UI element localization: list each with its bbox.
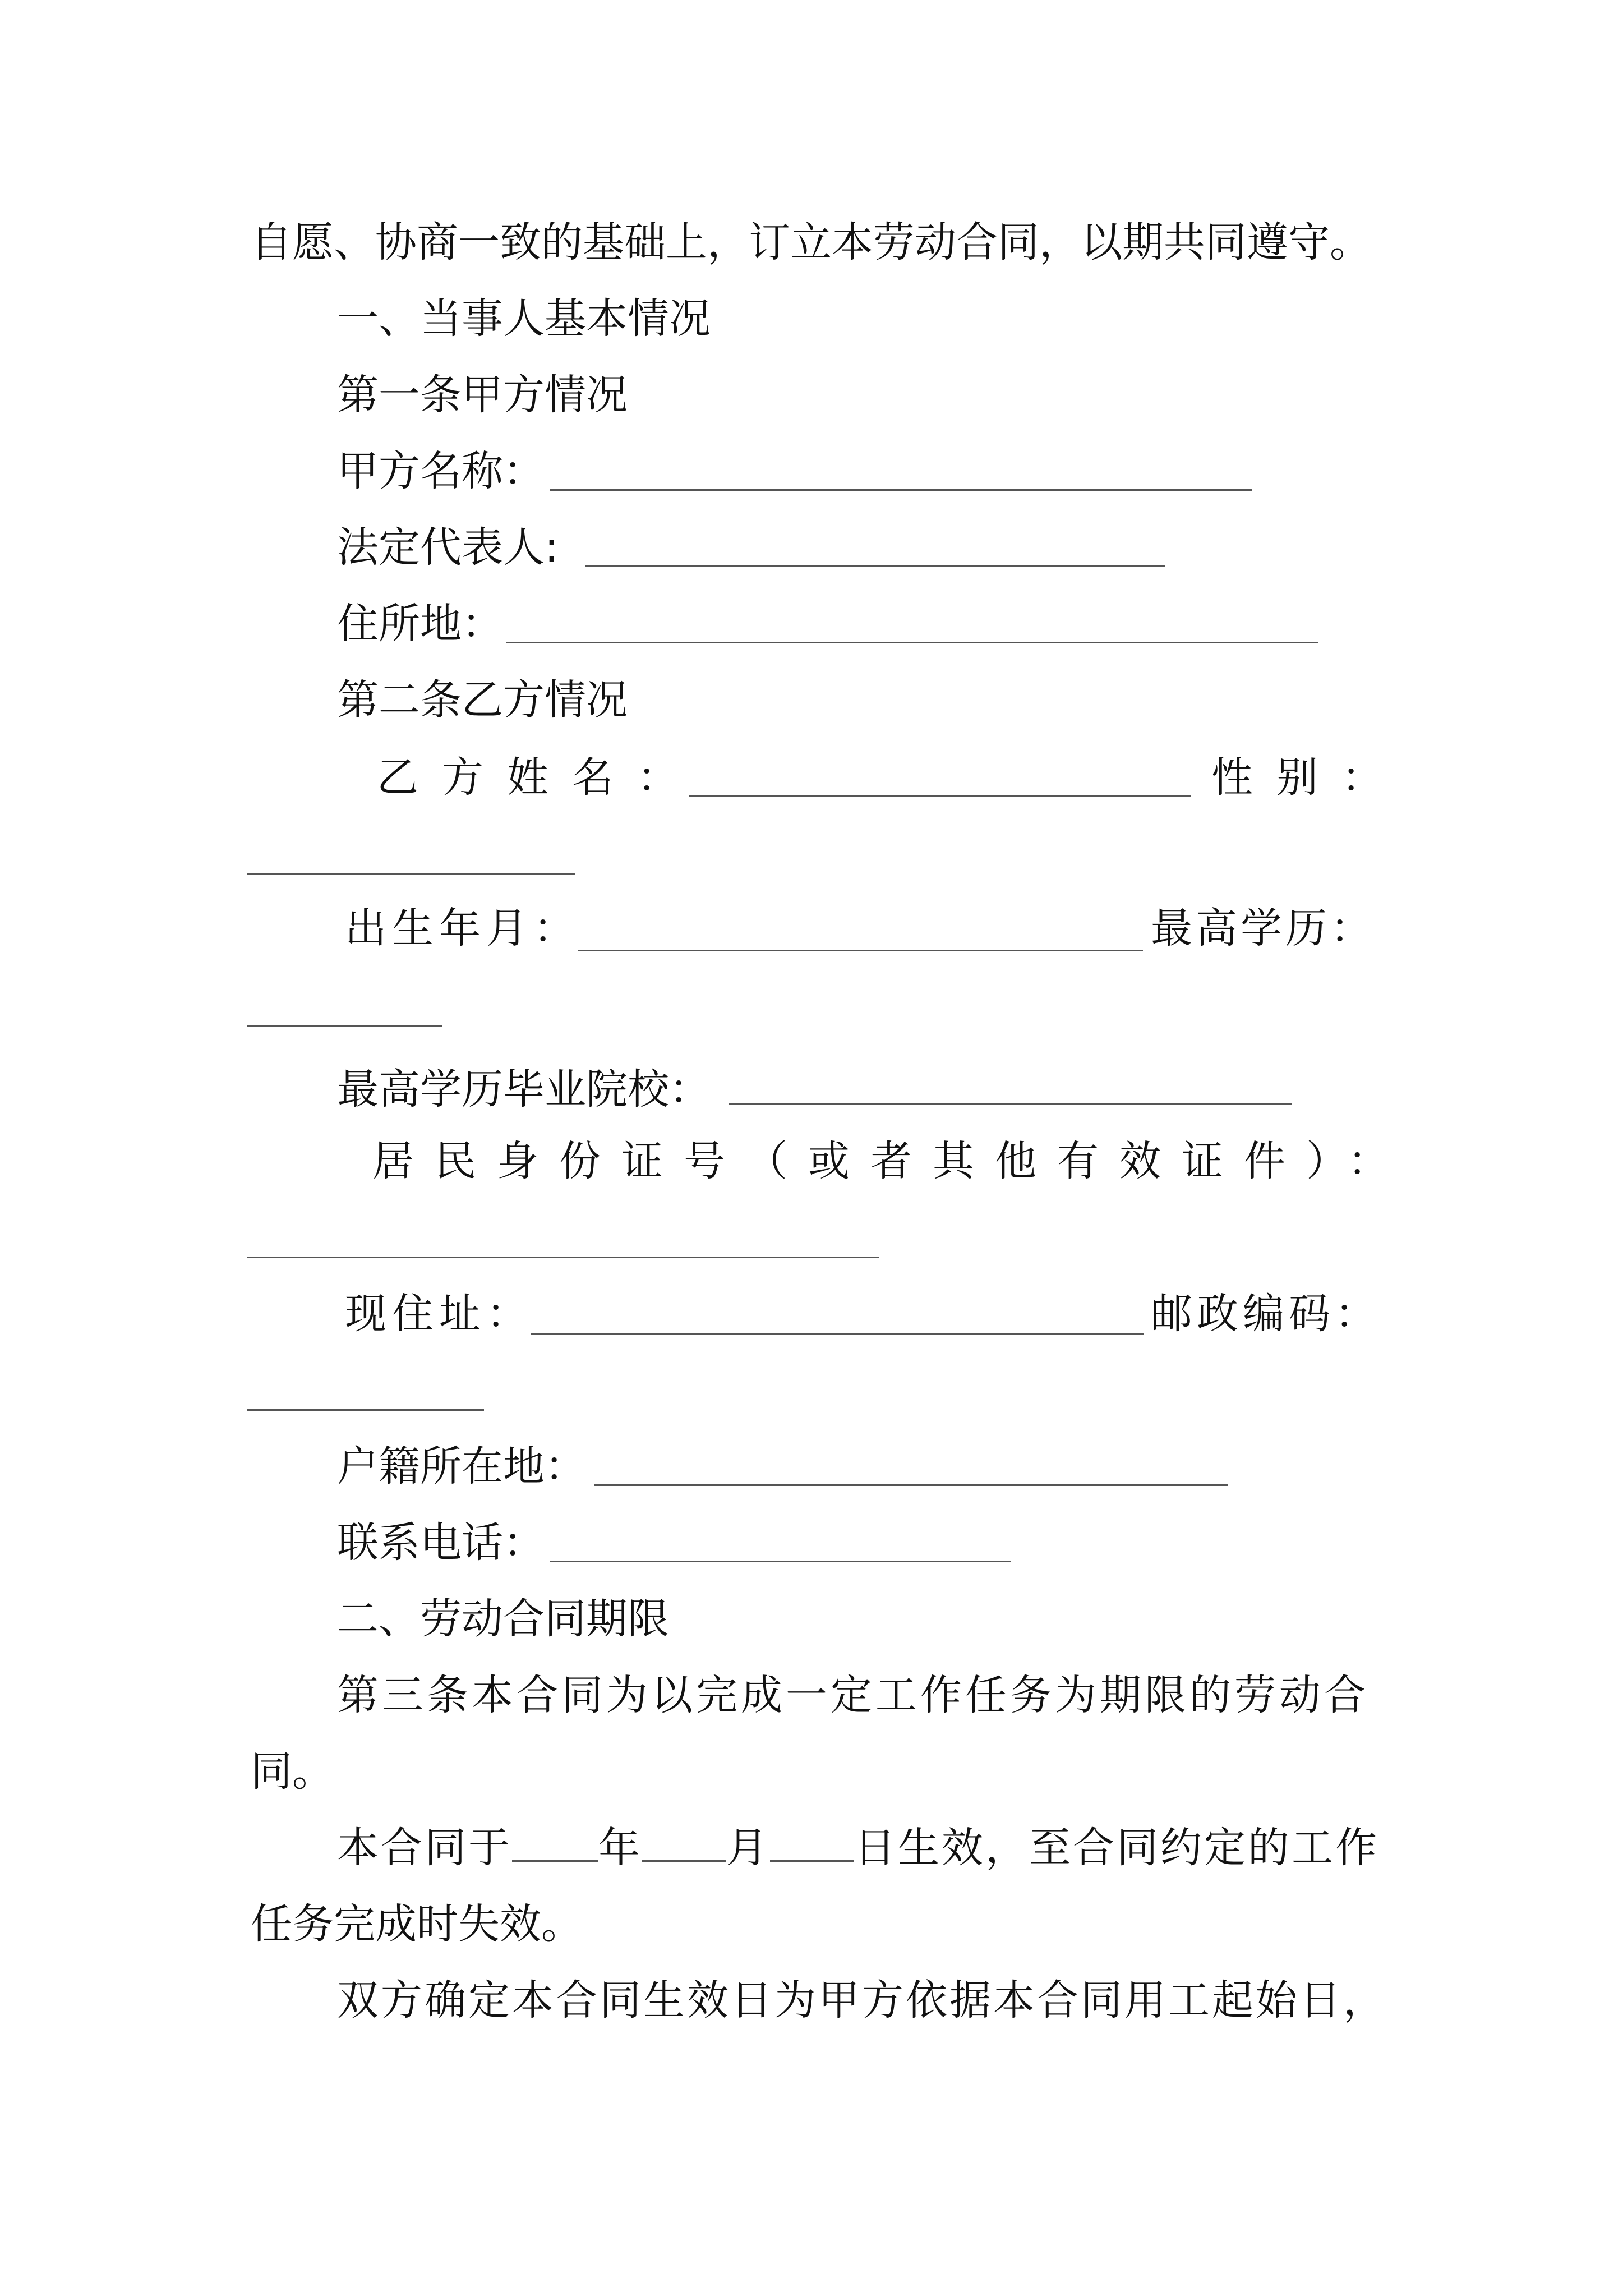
postal-code-field[interactable]: [247, 1409, 484, 1411]
hukou-field[interactable]: [594, 1484, 1228, 1486]
birth-date-field[interactable]: [578, 950, 1143, 951]
effective-text: 本合同于: [337, 1824, 512, 1872]
hukou-label: 户籍所在地：: [337, 1442, 586, 1490]
postal-code-label: 邮政编码：: [1151, 1290, 1381, 1338]
legal-rep-label: 法定代表人:: [337, 523, 559, 572]
effective-year-field[interactable]: [512, 1823, 598, 1862]
party-a-name-field[interactable]: [550, 489, 1252, 491]
paragraph-line: 同。: [251, 1747, 334, 1796]
id-number-label: 居民身份证号（或者其他有效证件）：: [372, 1137, 1410, 1185]
section-heading: 一、当事人基本情况: [337, 295, 711, 343]
current-address-field[interactable]: [531, 1333, 1144, 1335]
address-field[interactable]: [506, 642, 1318, 643]
party-b-name-label: 乙方姓名：: [377, 753, 702, 802]
paragraph-line: 第三条本合同为以完成一定工作任务为期限的劳动合: [337, 1671, 1369, 1719]
month-label: 月: [726, 1824, 770, 1872]
party-a-name-label: 甲方名称：: [337, 447, 545, 495]
id-number-field[interactable]: [247, 1257, 879, 1258]
year-label: 年: [598, 1824, 642, 1872]
paragraph-line: 任务完成时失效。: [251, 1900, 583, 1948]
education-label: 最高学历：: [1151, 904, 1375, 953]
school-label: 最高学历毕业院校：: [337, 1065, 711, 1114]
birth-date-label: 出生年月：: [345, 904, 580, 953]
phone-field[interactable]: [550, 1561, 1011, 1562]
article-heading: 第一条甲方情况: [337, 371, 628, 419]
education-field[interactable]: [247, 1025, 442, 1027]
gender-label: 性别：: [1211, 753, 1407, 802]
paragraph-line: [337, 1820, 1379, 1876]
current-address-label: 现住址：: [345, 1290, 533, 1338]
address-label: 住所地：: [337, 600, 503, 648]
legal-rep-field[interactable]: [585, 565, 1165, 567]
party-b-name-field[interactable]: [689, 795, 1191, 797]
gender-field[interactable]: [247, 873, 575, 875]
phone-label: 联系电话：: [337, 1519, 545, 1567]
effective-text: 日生效，至合同约定的工作: [854, 1824, 1379, 1872]
effective-day-field[interactable]: [770, 1823, 854, 1862]
school-field[interactable]: [729, 1103, 1292, 1105]
article-heading: 第二条乙方情况: [337, 676, 628, 724]
section-heading: 二、劳动合同期限: [337, 1595, 669, 1643]
paragraph-line: 双方确定本合同生效日为甲方依据本合同用工起始日，: [337, 1976, 1387, 2024]
paragraph-line: 自愿、协商一致的基础上，订立本劳动合同，以期共同遵守。: [251, 218, 1371, 266]
effective-month-field[interactable]: [642, 1823, 726, 1862]
